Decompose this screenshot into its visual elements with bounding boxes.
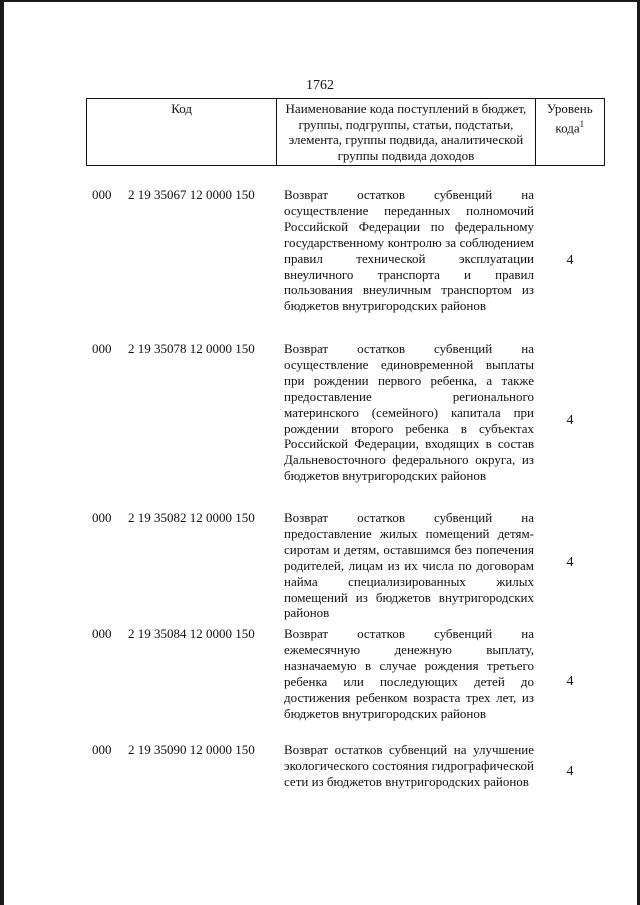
- row-prefix: 000: [92, 510, 112, 525]
- page-number: 1762: [306, 78, 334, 93]
- row-code: 2 19 35090 12 0000 150: [128, 742, 255, 757]
- scan-border-top: [0, 0, 640, 2]
- scan-border-left: [0, 0, 4, 905]
- row-prefix: 000: [92, 341, 112, 356]
- row-prefix: 000: [92, 626, 112, 641]
- header-code: Код: [87, 99, 277, 166]
- row-prefix: 000: [92, 187, 112, 202]
- table-header: [86, 98, 605, 166]
- header-level: Уровень кода: [546, 101, 593, 135]
- row-description: Возврат остатков субвенций на осуществление переданных полномочий Российской Федерации по федеральному государственному контролю за соблюдением правил технической эксплуатации внеуличного транспорта и правил пользования внеуличным транспортом из бюджетов внутригородских районов: [284, 187, 534, 314]
- row-code: 2 19 35082 12 0000 150: [128, 510, 255, 525]
- row-description: Возврат остатков субвенций на улучшение экологического состояния гидрографической сети из бюджетов внутригородских районов: [284, 742, 534, 789]
- row-level: 4: [566, 674, 574, 689]
- row-prefix: 000: [92, 742, 112, 757]
- row-description: Возврат остатков субвенций на осуществление единовременной выплаты при рождении первого ребенка, а также предоставление регионального материнского (семейного) капитала при рождении второго ребенка в субъектах Российской Федерации, входящих в состав Дальневосточного федерального округа, из бюджетов внутригородских районов: [284, 341, 534, 484]
- row-description: Возврат остатков субвенций на предоставление жилых помещений детям-сиротам и детям, оставшимся без попечения родителей, лицам из их числа по договорам найма специализированных жилых помещений из бюджетов внутригородских районов: [284, 510, 534, 621]
- row-code: 2 19 35067 12 0000 150: [128, 187, 255, 202]
- row-description: Возврат остатков субвенций на ежемесячную денежную выплату, назначаемую в случае рождения третьего ребенка или последующих детей до достижения ребенком возраста трех лет, из бюджетов внутригородских районов: [284, 626, 534, 721]
- row-level: 4: [566, 413, 574, 428]
- row-level: 4: [566, 555, 574, 570]
- row-level: 4: [566, 253, 574, 268]
- row-code: 2 19 35078 12 0000 150: [128, 341, 255, 356]
- row-code: 2 19 35084 12 0000 150: [128, 626, 255, 641]
- header-name: Наименование кода поступлений в бюджет, группы, подгруппы, статьи, подстатьи, элемента, группы подвида, аналитической группы подвида доходов: [277, 99, 535, 166]
- header-level-footnote: 1: [579, 118, 585, 129]
- header-level-cell: [535, 99, 604, 166]
- row-level: 4: [566, 764, 574, 779]
